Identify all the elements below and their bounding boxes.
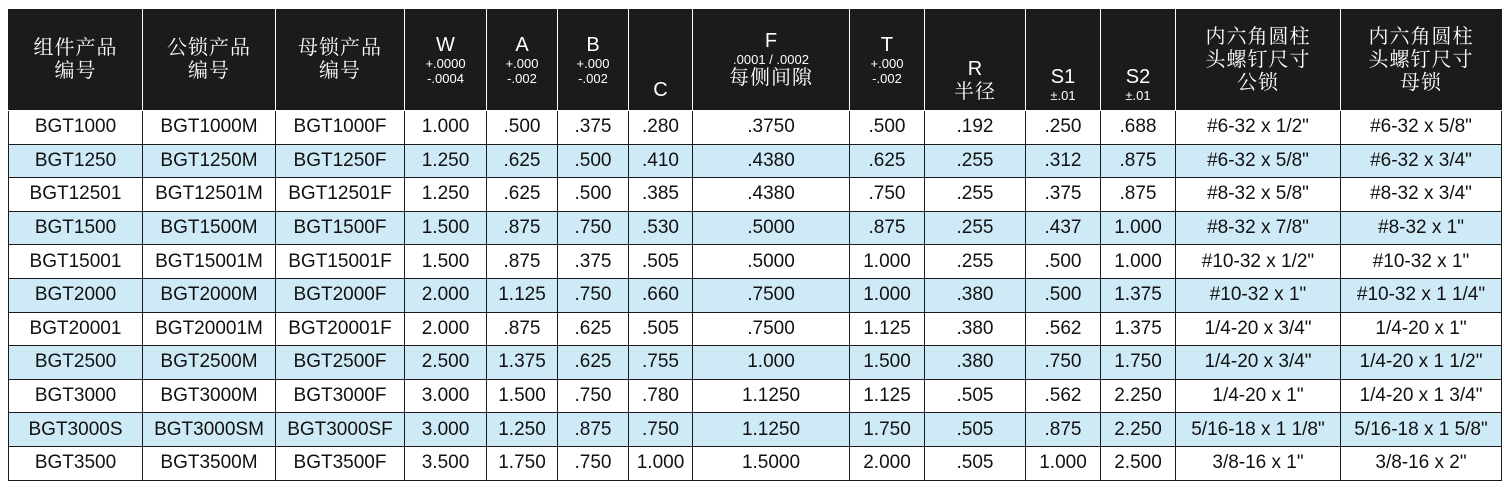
table-cell: .7500 — [693, 312, 850, 346]
table-cell: .500 — [558, 144, 629, 178]
table-cell: .750 — [850, 178, 925, 212]
table-cell: .875 — [1101, 144, 1176, 178]
table-cell: .780 — [629, 379, 693, 413]
table-cell: BGT2500M — [143, 346, 276, 380]
header-c: C — [629, 10, 693, 111]
table-cell: BGT2000M — [143, 278, 276, 312]
table-row — [9, 211, 1502, 245]
table-cell: 3/8-16 x 2" — [1341, 446, 1502, 480]
table-cell: 1.250 — [405, 144, 487, 178]
table-cell: BGT15001M — [143, 245, 276, 279]
table-cell: BGT3000 — [9, 379, 143, 413]
table-cell: 1.250 — [405, 178, 487, 212]
table-cell: .255 — [925, 245, 1026, 279]
table-row — [9, 346, 1502, 380]
table-cell: 1.000 — [693, 346, 850, 380]
table-cell: 1/4-20 x 1" — [1176, 379, 1341, 413]
table-row — [9, 178, 1502, 212]
table-cell: .255 — [925, 211, 1026, 245]
table-cell: BGT1500F — [276, 211, 405, 245]
table-cell: .5000 — [693, 245, 850, 279]
table-cell: 1.000 — [629, 446, 693, 480]
table-cell: 1.750 — [487, 446, 558, 480]
table-cell: .380 — [925, 346, 1026, 380]
table-cell: .875 — [1026, 413, 1101, 447]
dovetail-spec-table — [8, 9, 1502, 481]
table-cell: .530 — [629, 211, 693, 245]
table-cell: #8-32 x 3/4" — [1341, 178, 1502, 212]
table-cell: 5/16-18 x 1 5/8" — [1341, 413, 1502, 447]
table-cell: BGT3500M — [143, 446, 276, 480]
table-cell: .500 — [1026, 245, 1101, 279]
table-row — [9, 144, 1502, 178]
table-cell: 1.500 — [487, 379, 558, 413]
table-cell: 1/4-20 x 3/4" — [1176, 346, 1341, 380]
table-cell: .280 — [629, 111, 693, 145]
table-cell: .505 — [925, 379, 1026, 413]
table-header — [9, 10, 1502, 111]
table-cell: 2.000 — [405, 278, 487, 312]
table-cell: BGT3000SF — [276, 413, 405, 447]
table-cell: .875 — [850, 211, 925, 245]
table-cell: BGT1500M — [143, 211, 276, 245]
table-cell: 1.250 — [487, 413, 558, 447]
table-cell: BGT3500 — [9, 446, 143, 480]
table-cell: 2.500 — [1101, 446, 1176, 480]
header-female-number: 母锁产品 编号 — [276, 10, 405, 111]
header-w: W +.0000 -.0004 — [405, 10, 487, 111]
table-cell: BGT15001F — [276, 245, 405, 279]
table-cell: BGT2000F — [276, 278, 405, 312]
table-row — [9, 379, 1502, 413]
table-cell: 1/4-20 x 1 3/4" — [1341, 379, 1502, 413]
table-cell: 1.5000 — [693, 446, 850, 480]
table-cell: .4380 — [693, 178, 850, 212]
table-cell: #8-32 x 1" — [1341, 211, 1502, 245]
table-cell: 3.500 — [405, 446, 487, 480]
table-cell: #10-32 x 1" — [1176, 278, 1341, 312]
header-male-number: 公锁产品 编号 — [143, 10, 276, 111]
table-cell: .385 — [629, 178, 693, 212]
table-cell: 2.250 — [1101, 379, 1176, 413]
table-cell: 1.750 — [850, 413, 925, 447]
table-cell: .7500 — [693, 278, 850, 312]
table-cell: .750 — [629, 413, 693, 447]
header-s2: S2 ±.01 — [1101, 10, 1176, 111]
table-cell: 1.500 — [850, 346, 925, 380]
table-cell: 1.500 — [405, 211, 487, 245]
header-r: R 半径 — [925, 10, 1026, 111]
table-cell: .875 — [1101, 178, 1176, 212]
table-cell: .750 — [1026, 346, 1101, 380]
table-cell: 1.000 — [1101, 211, 1176, 245]
table-cell: 3.000 — [405, 379, 487, 413]
table-cell: BGT2000 — [9, 278, 143, 312]
table-cell: .750 — [558, 379, 629, 413]
table-row — [9, 245, 1502, 279]
header-screw-female: 内六角圆柱 头螺钉尺寸 母锁 — [1341, 10, 1502, 111]
table-cell: 1/4-20 x 1" — [1341, 312, 1502, 346]
table-cell: .688 — [1101, 111, 1176, 145]
table-cell: 2.500 — [405, 346, 487, 380]
table-cell: BGT3000M — [143, 379, 276, 413]
table-cell: .375 — [1026, 178, 1101, 212]
table-cell: .505 — [629, 245, 693, 279]
table-cell: BGT1250F — [276, 144, 405, 178]
table-cell: 1.000 — [850, 278, 925, 312]
table-cell: 1.125 — [487, 278, 558, 312]
table-body — [9, 111, 1502, 481]
table-cell: .380 — [925, 312, 1026, 346]
table-cell: #6-32 x 1/2" — [1176, 111, 1341, 145]
table-cell: BGT15001 — [9, 245, 143, 279]
table-cell: .250 — [1026, 111, 1101, 145]
table-cell: #10-32 x 1 1/4" — [1341, 278, 1502, 312]
table-cell: .505 — [925, 413, 1026, 447]
table-cell: .505 — [629, 312, 693, 346]
table-cell: #6-32 x 5/8" — [1176, 144, 1341, 178]
table-cell: .875 — [558, 413, 629, 447]
header-b: B +.000 -.002 — [558, 10, 629, 111]
table-cell: #6-32 x 5/8" — [1341, 111, 1502, 145]
table-cell: BGT20001F — [276, 312, 405, 346]
table-cell: BGT12501F — [276, 178, 405, 212]
table-cell: .505 — [925, 446, 1026, 480]
table-cell: 1.000 — [405, 111, 487, 145]
table-cell: BGT1250 — [9, 144, 143, 178]
table-cell: 2.000 — [405, 312, 487, 346]
table-cell: .875 — [487, 312, 558, 346]
table-cell: .437 — [1026, 211, 1101, 245]
table-cell: .192 — [925, 111, 1026, 145]
table-cell: .660 — [629, 278, 693, 312]
table-cell: BGT1250M — [143, 144, 276, 178]
table-cell: 1.500 — [405, 245, 487, 279]
table-cell: .375 — [558, 111, 629, 145]
table-cell: 1.375 — [1101, 278, 1176, 312]
table-cell: 1.750 — [1101, 346, 1176, 380]
table-cell: .4380 — [693, 144, 850, 178]
table-cell: BGT3000S — [9, 413, 143, 447]
table-cell: 1.125 — [850, 312, 925, 346]
table-cell: BGT20001 — [9, 312, 143, 346]
table-cell: BGT20001M — [143, 312, 276, 346]
table-cell: #8-32 x 5/8" — [1176, 178, 1341, 212]
table-cell: BGT3000SM — [143, 413, 276, 447]
table-cell: .625 — [558, 312, 629, 346]
table-cell: BGT12501 — [9, 178, 143, 212]
table-cell: .750 — [558, 446, 629, 480]
table-cell: #10-32 x 1" — [1341, 245, 1502, 279]
table-cell: .500 — [850, 111, 925, 145]
table-cell: 1/4-20 x 3/4" — [1176, 312, 1341, 346]
table-cell: #10-32 x 1/2" — [1176, 245, 1341, 279]
table-cell: .500 — [487, 111, 558, 145]
header-a: A +.000 -.002 — [487, 10, 558, 111]
table-cell: #8-32 x 7/8" — [1176, 211, 1341, 245]
table-cell: .875 — [487, 211, 558, 245]
table-cell: .750 — [558, 211, 629, 245]
table-cell: .3750 — [693, 111, 850, 145]
table-cell: .625 — [487, 178, 558, 212]
table-cell: .375 — [558, 245, 629, 279]
table-cell: 3/8-16 x 1" — [1176, 446, 1341, 480]
header-f: F .0001 / .0002 每侧间隙 — [693, 10, 850, 111]
table-cell: .255 — [925, 178, 1026, 212]
table-cell: 1.125 — [850, 379, 925, 413]
table-cell: 1.000 — [1101, 245, 1176, 279]
table-cell: BGT3500F — [276, 446, 405, 480]
table-cell: .312 — [1026, 144, 1101, 178]
table-cell: 2.250 — [1101, 413, 1176, 447]
header-screw-male: 内六角圆柱 头螺钉尺寸 公锁 — [1176, 10, 1341, 111]
table-cell: 1.375 — [487, 346, 558, 380]
header-t: T +.000 -.002 — [850, 10, 925, 111]
table-cell: .875 — [487, 245, 558, 279]
table-cell: BGT1000F — [276, 111, 405, 145]
header-s1: S1 ±.01 — [1026, 10, 1101, 111]
table-cell: BGT1500 — [9, 211, 143, 245]
table-cell: BGT2500F — [276, 346, 405, 380]
table-row — [9, 312, 1502, 346]
table-cell: BGT12501M — [143, 178, 276, 212]
table-cell: .562 — [1026, 312, 1101, 346]
table-cell: 3.000 — [405, 413, 487, 447]
table-row — [9, 111, 1502, 145]
table-cell: 1.375 — [1101, 312, 1176, 346]
table-cell: 2.000 — [850, 446, 925, 480]
table-cell: BGT1000M — [143, 111, 276, 145]
table-cell: 5/16-18 x 1 1/8" — [1176, 413, 1341, 447]
table-row — [9, 278, 1502, 312]
table-cell: BGT3000F — [276, 379, 405, 413]
table-cell: .410 — [629, 144, 693, 178]
table-cell: .755 — [629, 346, 693, 380]
table-cell: .500 — [558, 178, 629, 212]
table-cell: 1.000 — [850, 245, 925, 279]
header-assembly-number: 组件产品 编号 — [9, 10, 143, 111]
table-cell: BGT2500 — [9, 346, 143, 380]
table-cell: .750 — [558, 278, 629, 312]
table-row — [9, 413, 1502, 447]
table-cell: .5000 — [693, 211, 850, 245]
table-cell: .380 — [925, 278, 1026, 312]
table-cell: .625 — [487, 144, 558, 178]
table-cell: .625 — [558, 346, 629, 380]
table-cell: 1.1250 — [693, 379, 850, 413]
table-row — [9, 446, 1502, 480]
table-cell: BGT1000 — [9, 111, 143, 145]
table-cell: #6-32 x 3/4" — [1341, 144, 1502, 178]
table-cell: .562 — [1026, 379, 1101, 413]
table-cell: 1.1250 — [693, 413, 850, 447]
table-cell: .625 — [850, 144, 925, 178]
table-cell: .255 — [925, 144, 1026, 178]
table-cell: .500 — [1026, 278, 1101, 312]
table-cell: 1.000 — [1026, 446, 1101, 480]
table-cell: 1/4-20 x 1 1/2" — [1341, 346, 1502, 380]
